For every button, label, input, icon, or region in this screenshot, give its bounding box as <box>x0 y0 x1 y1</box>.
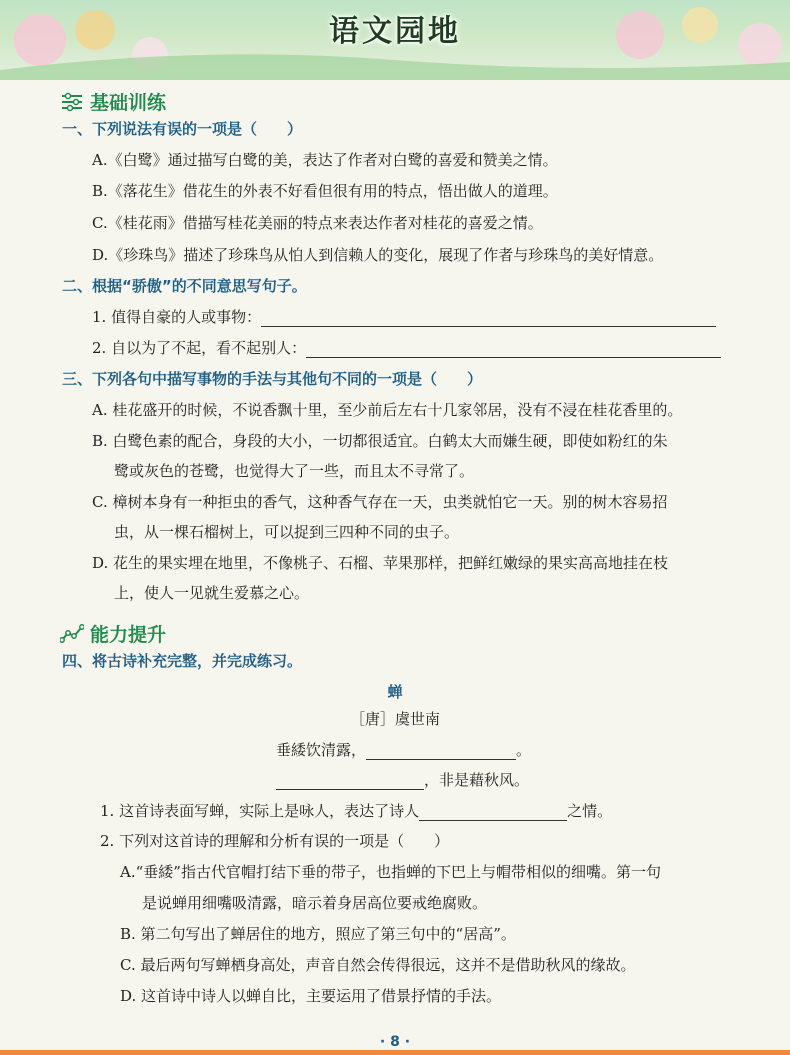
sliders-icon <box>60 92 84 112</box>
section-heading-basic <box>60 88 166 115</box>
q3-option-b-line2: 鹭或灰色的苍鹭，也觉得大了一些，而且太不寻常了。 <box>114 462 475 480</box>
q4-sub2-option-b: B. 第二句写出了蝉居住的地方，照应了第三句中的“居高”。 <box>120 925 516 943</box>
q1-option-c: C.《桂花雨》借描写桂花美丽的特点来表达作者对桂花的喜爱之情。 <box>92 214 543 232</box>
q4-sub-1-suffix: 之情。 <box>567 802 613 820</box>
q4-sub-2: 2. 下列对这首诗的理解和分析有误的一项是（ ） <box>100 832 450 850</box>
q3-option-a: A. 桂花盛开的时候，不说香飘十里，至少前后左右十几家邻居，没有不浸在桂花香里的。 <box>92 401 683 419</box>
poem-line-1 <box>276 740 531 760</box>
q4-sub2-option-a-line1: A.“垂緌”指古代官帽打结下垂的带子，也指蝉的下巴上与帽带相似的细嘴。第一句 <box>120 863 661 881</box>
q2-item-2 <box>92 338 721 358</box>
footer-bar <box>0 1050 790 1055</box>
q3-option-b-line1: B. 白鹭色素的配合，身段的大小，一切都很适宜。白鹤太大而嫌生硬，即使如粉红的朱 <box>92 432 668 450</box>
poem-author: ［唐］虞世南 <box>349 710 440 728</box>
q4-sub-1-prefix: 1. 这首诗表面写蝉，实际上是咏人，表达了诗人 <box>100 802 420 820</box>
poem-line-1-end: 。 <box>516 741 532 759</box>
question-1-stem: 一、下列说法有误的一项是（ ） <box>62 120 303 138</box>
poem-line-2-text: ，非是藉秋风。 <box>424 771 530 789</box>
poem-title: 蝉 <box>387 683 403 701</box>
q4-sub-1 <box>100 801 612 821</box>
q1-option-d: D.《珍珠鸟》描述了珍珠鸟从怕人到信赖人的变化，展现了作者与珍珠鸟的美好情意。 <box>92 246 664 264</box>
poem-blank-2[interactable] <box>276 773 424 790</box>
question-3-stem: 三、下列各句中描写事物的手法与其他句不同的一项是（ ） <box>62 370 483 388</box>
question-2-stem: 二、根据“骄傲”的不同意思写句子。 <box>62 277 307 295</box>
q2-answer-blank-1[interactable] <box>261 310 716 327</box>
q2-item-2-label: 2. 自以为了不起，看不起别人： <box>92 339 307 357</box>
page-title: 语文园地 <box>329 14 461 49</box>
q2-item-1 <box>92 307 716 327</box>
poem-blank-1[interactable] <box>366 743 516 760</box>
question-4-stem: 四、将古诗补充完整，并完成练习。 <box>62 652 303 670</box>
q3-option-c-line1: C. 樟树本身有一种拒虫的香气，这种香气存在一天，虫类就怕它一天。别的树木容易招 <box>92 493 668 511</box>
q3-option-c-line2: 虫，从一棵石榴树上，可以捉到三四种不同的虫子。 <box>114 523 460 541</box>
poem-line-1-text: 垂緌饮清露， <box>276 741 367 759</box>
q4-sub-1-blank[interactable] <box>419 804 567 821</box>
q4-sub2-option-d: D. 这首诗中诗人以蝉自比，主要运用了借景抒情的手法。 <box>120 987 502 1005</box>
section-heading-text: 基础训练 <box>90 92 167 114</box>
poem-line-2 <box>276 770 529 790</box>
page-number: · 8 · <box>379 1034 411 1050</box>
q3-option-d-line1: D. 花生的果实埋在地里，不像桃子、石榴、苹果那样，把鲜红嫩绿的果实高高地挂在枝 <box>92 554 669 572</box>
q2-answer-blank-2[interactable] <box>306 341 721 358</box>
section-heading-advanced <box>60 620 166 647</box>
q4-sub2-option-a-line2: 是说蝉用细嘴吸清露，暗示着身居高位要戒绝腐败。 <box>142 894 488 912</box>
q1-option-b: B.《落花生》借花生的外表不好看但很有用的特点，悟出做人的道理。 <box>92 182 558 200</box>
q1-option-a: A.《白鹭》通过描写白鹭的美，表达了作者对白鹭的喜爱和赞美之情。 <box>92 151 558 169</box>
q3-option-d-line2: 上，使人一见就生爱慕之心。 <box>114 584 310 602</box>
q2-item-1-label: 1. 值得自豪的人或事物： <box>92 308 262 326</box>
header-banner <box>0 0 790 80</box>
growth-chart-icon <box>60 624 84 644</box>
section-heading-text: 能力提升 <box>90 624 167 646</box>
q4-sub2-option-c: C. 最后两句写蝉栖身高处，声音自然会传得很远，这并不是借助秋风的缘故。 <box>120 956 636 974</box>
